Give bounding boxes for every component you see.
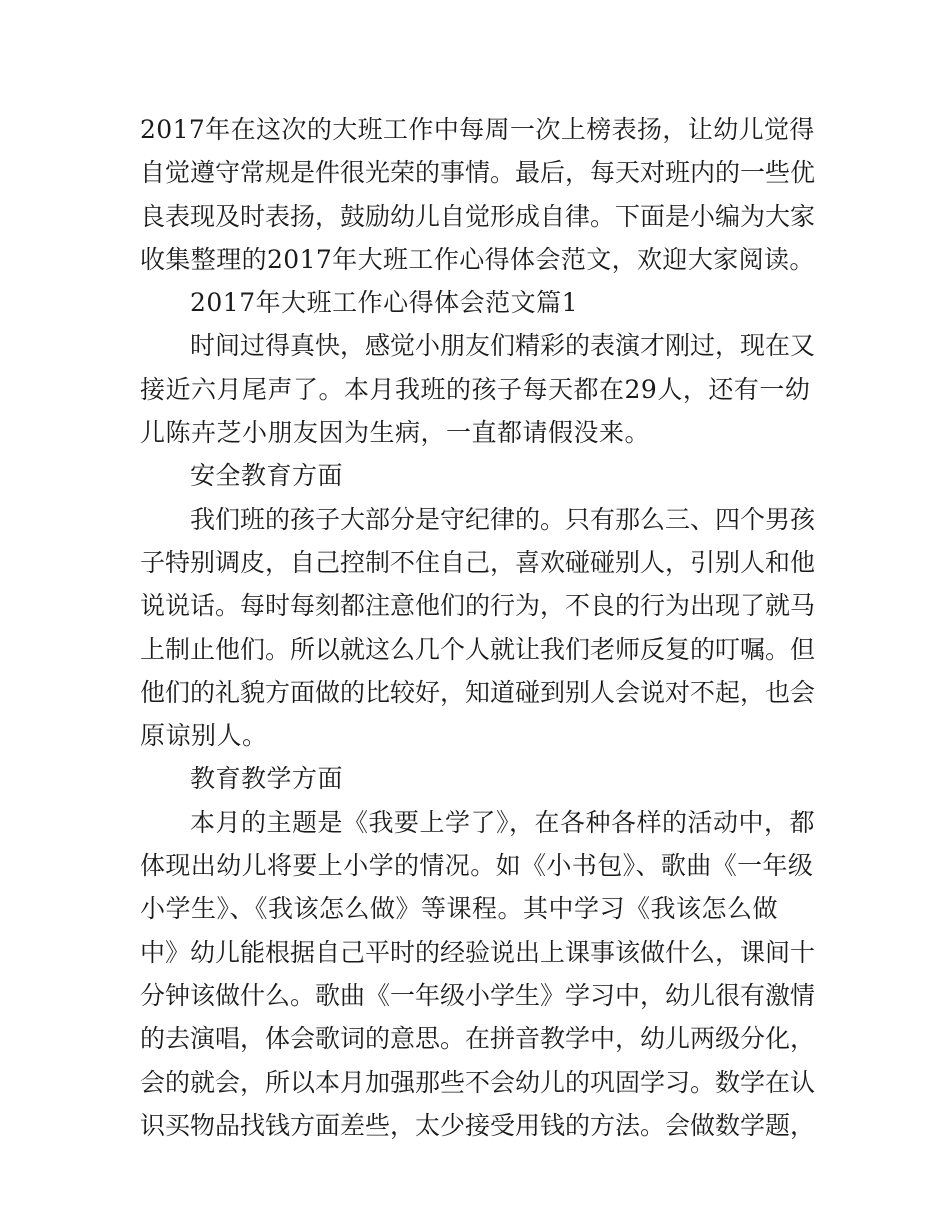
text-line: 的去演唱，体会歌词的意思。在拼音教学中，幼儿两级分化， <box>140 1024 816 1054</box>
section-heading: 2017年大班工作心得体会范文篇1 <box>190 288 579 318</box>
text-line: 说说话。每时每刻都注意他们的行为，不良的行为出现了就马 <box>140 591 816 621</box>
text-line: 收集整理的2017年大班工作心得体会范文，欢迎大家阅读。 <box>140 244 815 274</box>
text-line: 儿陈卉芝小朋友因为生病，一直都请假没来。 <box>140 418 651 448</box>
text-line: 会的就会，所以本月加强那些不会幼儿的巩固学习。数学在认 <box>140 1067 816 1097</box>
text-line: 识买物品找钱方面差些，太少接受用钱的方法。会做数学题， <box>140 1110 816 1140</box>
text-line: 子特别调皮，自己控制不住自己，喜欢碰碰别人，引别人和他 <box>140 547 816 577</box>
text-line: 我们班的孩子大部分是守纪律的。只有那么三、四个男孩 <box>190 504 816 534</box>
text-line: 他们的礼貌方面做的比较好，知道碰到别人会说对不起，也会 <box>140 677 816 707</box>
section-heading: 安全教育方面 <box>190 461 344 491</box>
section-heading: 教育教学方面 <box>190 764 344 794</box>
text-line: 本月的主题是《我要上学了》，在各种各样的活动中，都 <box>190 807 816 837</box>
text-line: 原谅别人。 <box>140 721 268 751</box>
text-line: 良表现及时表扬，鼓励幼儿自觉形成自律。下面是小编为大家 <box>140 201 816 231</box>
text-line: 时间过得真快，感觉小朋友们精彩的表演才刚过，现在又 <box>190 331 816 361</box>
text-line: 接近六月尾声了。本月我班的孩子每天都在29人，还有一幼 <box>140 374 811 404</box>
text-line: 上制止他们。所以就这么几个人就让我们老师反复的叮嘱。但 <box>140 634 816 664</box>
document-body <box>140 108 815 1147</box>
text-line: 体现出幼儿将要上小学的情况。如《小书包》、歌曲《一年级 <box>140 851 814 881</box>
text-line: 自觉遵守常规是件很光荣的事情。最后，每天对班内的一些优 <box>140 158 816 188</box>
text-line: 中》幼儿能根据自己平时的经验说出上课事该做什么，课间十 <box>140 937 816 967</box>
text-line: 分钟该做什么。歌曲《一年级小学生》学习中，幼儿很有激情 <box>140 980 816 1010</box>
text-line: 2017年在这次的大班工作中每周一次上榜表扬，让幼儿觉得 <box>140 115 815 144</box>
text-line: 小学生》、《我该怎么做》等课程。其中学习《我该怎么做 <box>140 894 779 924</box>
